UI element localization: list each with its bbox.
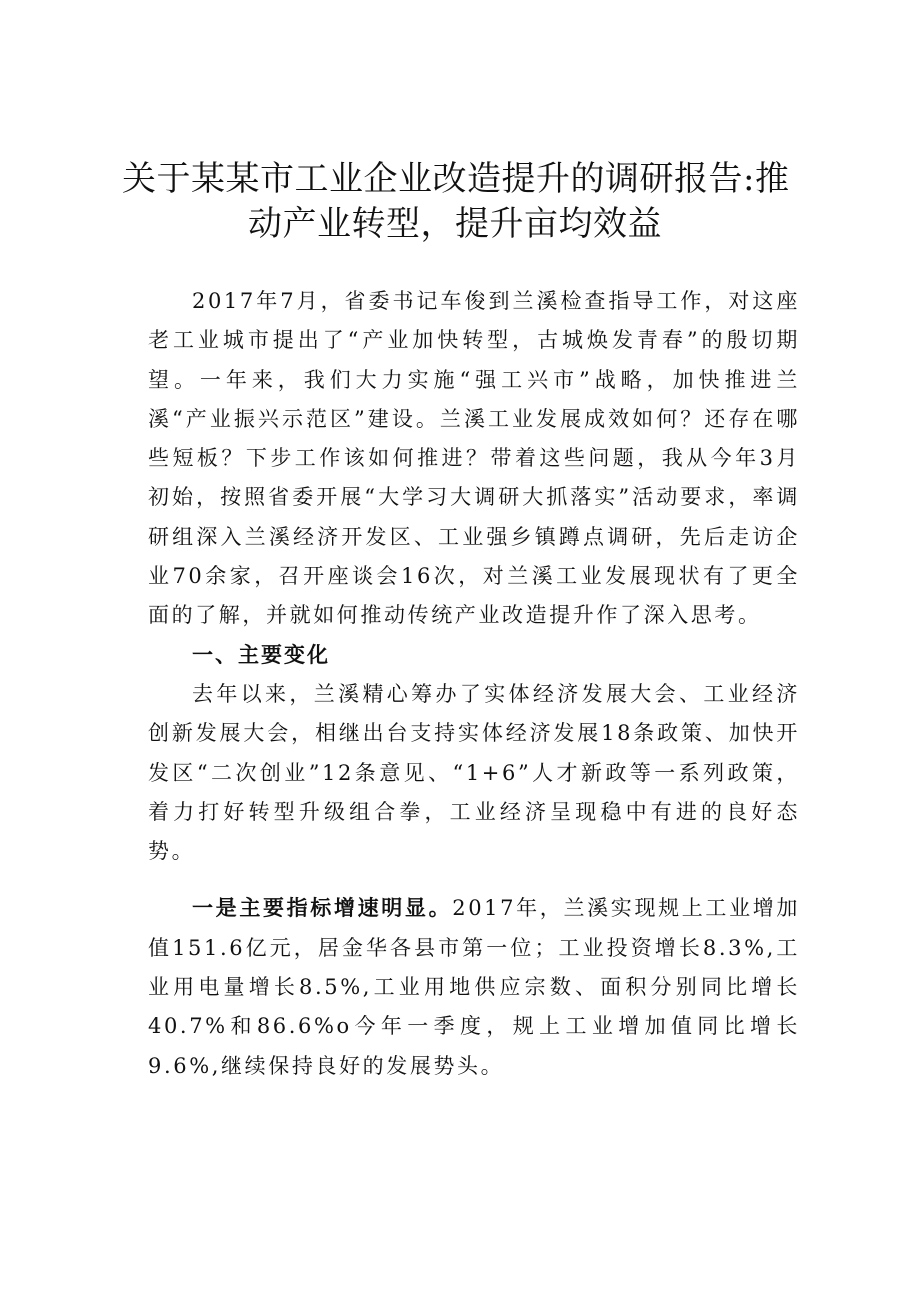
- point-lead-text: 一是主要指标增速明显。: [192, 896, 453, 921]
- intro-paragraph: 2017年7月，省委书记车俊到兰溪检查指导工作，对这座老工业城市提出了“产业加快转型，古城焕发青春”的殷切期望。一年来，我们大力实施“强工兴市”战略，加快推进兰溪“产业振兴示范区”建设。兰溪工业发展成效如何？还存在哪些短板？下步工作该如何推进？带着这些问题，我从今年3月初始，按照省委开展“大学习大调研大抓落实”活动要求，率调研组深入兰溪经济开发区、工业强乡镇蹲点调研，先后走访企业70余家，召开座谈会16次，对兰溪工业发展现状有了更全面的了解，并就如何推动传统产业改造提升作了深入思考。: [148, 289, 800, 628]
- point-paragraph-1: [148, 889, 800, 1085]
- document-title: [122, 157, 802, 247]
- paragraph-gap: [148, 871, 800, 889]
- document-body: [148, 282, 800, 1086]
- title-line-2: 动产业转型，提升亩均效益: [248, 204, 662, 244]
- section-paragraph: 去年以来，兰溪精心筹办了实体经济发展大会、工业经济创新发展大会，相继出台支持实体经济发展18条政策、加快开发区“二次创业”12条意见、“1+6”人才新政等一系列政策，着力打好转型升级组合拳，工业经济呈现稳中有进的良好态势。: [148, 681, 800, 864]
- title-line-1: 关于某某市工业企业改造提升的调研报告:推: [122, 159, 790, 199]
- section-heading-main-changes: 一、主要变化: [192, 642, 330, 667]
- point-body-text: 2017年，兰溪实现规上工业增加值151.6亿元，居金华各县市第一位；工业投资增长8.3%,工业用电量增长8.5%,工业用地供应宗数、面积分别同比增长40.7%和86.6%o今年一季度，规上工业增加值同比增长9.6%,继续保持良好的发展势头。: [148, 896, 800, 1078]
